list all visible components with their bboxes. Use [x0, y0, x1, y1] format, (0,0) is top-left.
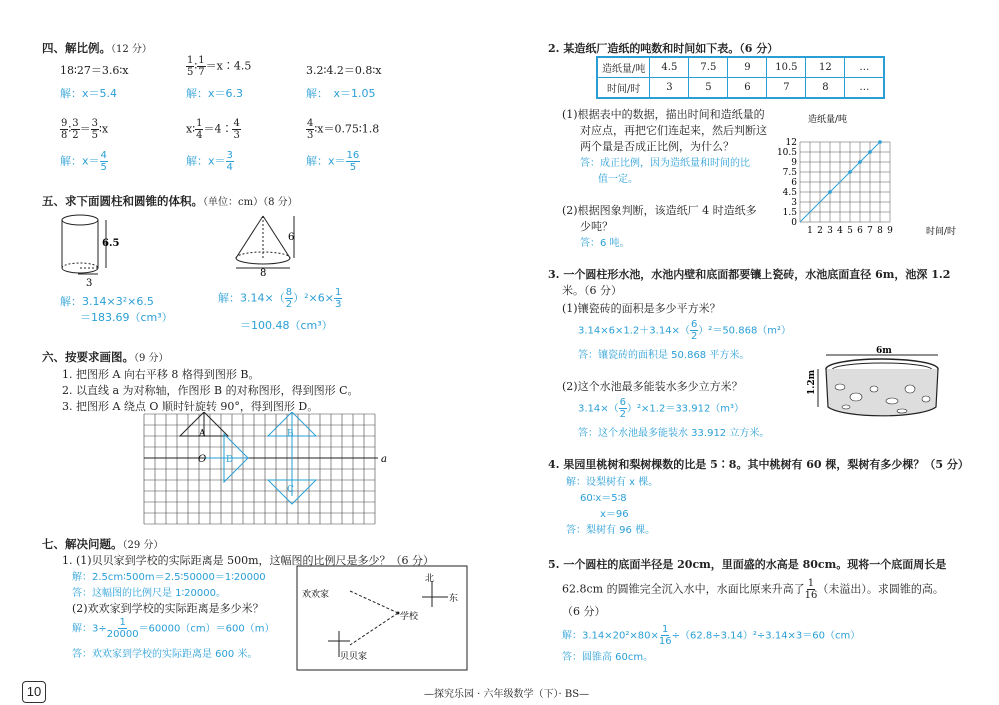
- s4-a4: 解：x＝ $\frac{4}{5}$: [60, 150, 107, 173]
- table-cell: …: [845, 78, 885, 99]
- y-tick-label: 9: [791, 158, 797, 168]
- s7-a1b: 答：这幅图的比例尺是 1∶20000。: [72, 588, 226, 599]
- y-tick-label: 1.5: [782, 208, 797, 218]
- cyl-diameter-label: 3: [86, 278, 93, 289]
- s6-item-1: 1. 把图形 A 向右平移 8 格得到图形 B。: [62, 368, 260, 381]
- table-cell: 时间/时: [597, 78, 650, 99]
- data-table: [596, 56, 885, 99]
- s4-a2: 解：x＝6.3: [186, 87, 244, 100]
- table-cell: 5: [689, 78, 728, 99]
- chart-y-label: 造纸量/吨: [808, 115, 848, 125]
- s6-item-3: 3. 把图形 A 绕点 O 顺时针旋转 90°，得到图形 D。: [62, 400, 319, 413]
- pool-figure: [798, 345, 948, 425]
- r4-a4: 答：梨树有 96 棵。: [566, 525, 656, 536]
- r2-a1-line2: 值一定。: [598, 174, 638, 185]
- shape-a-label: A: [199, 429, 206, 439]
- r3-a2: 3.14×（ $\frac{6}{2}$ ）²×1.2＝33.912（m³）: [578, 397, 745, 420]
- y-tick-label: 6: [791, 178, 797, 188]
- s7-a2: 解：3÷ $\frac{1}{20000}$ ＝60000（cm）＝600（m）: [72, 617, 275, 640]
- s4-q2: $\frac{1}{5}$ ∶ $\frac{1}{7}$ ＝x∶4.5: [187, 55, 252, 78]
- table-cell: 12: [806, 57, 845, 78]
- r3-q-line2: 米。（6 分）: [562, 284, 622, 297]
- s4-q6: $\frac{4}{3}$ ∶x＝0.75∶1.8: [307, 118, 380, 141]
- x-tick-label: 5: [847, 226, 853, 236]
- r2-p2-line1: (2)根据图象判断，该造纸厂 4 时造纸多: [562, 204, 757, 217]
- s6-title: 六、按要求画图。（9 分）: [42, 350, 169, 364]
- map-home2: 贝贝家: [340, 652, 368, 662]
- table-cell: 7: [767, 78, 806, 99]
- table-cell: 6: [728, 78, 767, 99]
- table-row: [597, 57, 884, 78]
- r5-q-line1: 5. 一个圆柱的底面半径是 20cm，里面盛的水高是 80cm。现将一个底面周长是: [548, 558, 947, 571]
- table-cell: 9: [728, 57, 767, 78]
- r2-p2-line2: 少吨？: [580, 220, 613, 233]
- table-row: [597, 78, 884, 99]
- x-tick-label: 4: [837, 226, 843, 236]
- pool-depth-label: 1.2m: [807, 369, 817, 395]
- table-cell: 3: [650, 78, 689, 99]
- x-tick-label: 7: [867, 226, 873, 236]
- x-tick-label: 3: [827, 226, 833, 236]
- r4-a1: 解：设梨树有 x 棵。: [566, 477, 659, 488]
- s4-q1: 18∶27＝3.6∶x: [60, 64, 129, 77]
- s4-a3: 解： x＝1.05: [306, 87, 376, 100]
- line-a-label: a: [381, 454, 387, 465]
- map-home1: 欢欢家: [302, 590, 330, 600]
- map-east: 东: [449, 594, 459, 604]
- s4-a1: 解：x＝5.4: [60, 87, 118, 100]
- shape-d-label: D: [226, 455, 234, 465]
- table-cell: …: [845, 57, 885, 78]
- r4-question: 4. 果园里桃树和梨树棵数的比是 5∶8。其中桃树有 60 棵，梨树有多少棵？（5 分）: [548, 458, 969, 471]
- map-school: 学校: [400, 612, 419, 622]
- s7-q1: 1. (1)贝贝家到学校的实际距离是 500m，这幅图的比例尺是多少？（6 分）: [62, 554, 434, 567]
- s5-a2b: ＝100.48（cm³）: [240, 319, 333, 332]
- s4-q3: 3.2∶4.2＝0.8∶x: [306, 64, 382, 77]
- table-cell: 造纸量/吨: [597, 57, 650, 78]
- data-point: [868, 150, 872, 154]
- r3-p2: (2)这个水池最多能装水多少立方米？: [562, 380, 743, 393]
- r5-a: 解：3.14×20²×80× $\frac{1}{16}$ ÷（62.8÷3.14）²÷3.14×3＝60（cm）: [562, 624, 861, 647]
- line-chart: [776, 110, 976, 240]
- s5-a2: 解：3.14×（ $\frac{8}{2}$ ）²×6× $\frac{1}{3}$: [218, 287, 342, 310]
- r3-a1: 3.14×6×1.2＋3.14×（ $\frac{6}{2}$ ）²＝50.868（m²）: [578, 319, 792, 342]
- r2-p1-line2: 对应点，再把它们连起来，然后判断这: [580, 124, 767, 137]
- x-tick-label: 1: [807, 226, 813, 236]
- r3-a1b: 答：镶瓷砖的面积是 50.868 平方米。: [578, 350, 750, 361]
- table-cell: 4.5: [650, 57, 689, 78]
- r2-a2: 答：6 吨。: [580, 238, 630, 249]
- s5-a1b: ＝183.69（cm³）: [80, 311, 173, 324]
- y-tick-label: 7.5: [782, 168, 797, 178]
- y-tick-label: 3: [791, 198, 797, 208]
- cone-figure: [228, 210, 308, 282]
- footer-book-title: —探究乐园 · 六年级数学（下）· BS—: [424, 689, 590, 700]
- x-tick-label: 8: [877, 226, 883, 236]
- table-cell: 7.5: [689, 57, 728, 78]
- s4-a6: 解：x＝ $\frac{16}{5}$: [306, 150, 360, 173]
- s4-q4: $\frac{9}{8}$ ∶ $\frac{3}{2}$ ＝ $\frac{3}{5}$ ∶x: [61, 118, 109, 141]
- cyl-height-label: 6.5: [102, 238, 120, 249]
- y-tick-label: 0: [791, 218, 797, 228]
- drawing-grid: [140, 412, 390, 532]
- y-tick-label: 10.5: [776, 148, 797, 158]
- s5-a1: 解：3.14×3²×6.5: [60, 295, 154, 308]
- r2-question: 2. 某造纸厂造纸的吨数和时间如下表。（6 分）: [548, 42, 779, 55]
- data-point: [858, 160, 862, 164]
- r5-ab: 答：圆锥高 60cm。: [562, 652, 654, 663]
- y-tick-label: 12: [785, 138, 797, 148]
- x-tick-label: 9: [887, 226, 893, 236]
- map-figure: [296, 565, 468, 671]
- s7-title: 七、解决问题。（29 分）: [42, 537, 164, 551]
- r5-q-line3: （6 分）: [562, 605, 606, 618]
- page-number: 10: [22, 681, 46, 703]
- r2-p1-line1: (1)根据表中的数据，描出时间和造纸量的: [562, 108, 765, 121]
- r5-q-line2: 62.8cm 的圆锥完全沉入水中，水面比原来升高了 $\frac{1}{16}$ （未溢出）。求圆锥的高。: [562, 578, 944, 601]
- s7-a1: 解：2.5cm∶500m＝2.5∶50000＝1∶20000: [72, 572, 266, 583]
- table-cell: 8: [806, 78, 845, 99]
- cone-height-label: 6: [288, 232, 295, 243]
- point-o-label: O: [198, 454, 207, 465]
- s4-title: 四、解比例。（12 分）: [42, 41, 152, 55]
- cylinder-figure: [50, 210, 130, 290]
- y-tick-label: 4.5: [782, 188, 797, 198]
- r4-a3: x＝96: [600, 509, 629, 520]
- r2-a1-line1: 答：成正比例，因为造纸量和时间的比: [580, 158, 750, 169]
- s4-q5: x∶ $\frac{1}{4}$ ＝4∶ $\frac{4}{3}$: [186, 118, 240, 141]
- x-tick-label: 2: [817, 226, 823, 236]
- chart-x-label: 时间/时: [926, 227, 957, 237]
- s6-item-2: 2. 以直线 a 为对称轴，作图形 B 的对称图形，得到图形 C。: [62, 384, 359, 397]
- s5-title: 五、求下面圆柱和圆锥的体积。（单位：cm）（8 分）: [42, 194, 298, 208]
- s7-q2: (2)欢欢家到学校的实际距离是多少米？: [72, 602, 264, 615]
- pool-diameter-label: 6m: [876, 346, 892, 356]
- map-north: 北: [425, 574, 435, 584]
- x-tick-label: 6: [857, 226, 863, 236]
- shape-c-label: C: [287, 485, 294, 495]
- data-point: [828, 190, 832, 194]
- s7-a2b: 答：欢欢家到学校的实际距离是 600 米。: [72, 649, 258, 660]
- data-point: [848, 170, 852, 174]
- shape-b-label: B: [287, 429, 294, 439]
- data-point: [878, 140, 882, 144]
- r3-q-line1: 3. 一个圆柱形水池，水池内壁和底面都要镶上瓷砖，水池底面直径 6m，池深 1.2: [548, 268, 951, 281]
- r3-p1: (1)镶瓷砖的面积是多少平方米？: [562, 302, 721, 315]
- r2-p1-line3: 两个量是否成正比例，为什么？: [580, 140, 734, 153]
- table-cell: 10.5: [767, 57, 806, 78]
- s4-a5: 解：x＝ $\frac{3}{4}$: [186, 150, 233, 173]
- cone-diameter-label: 8: [260, 268, 267, 279]
- r3-a2b: 答：这个水池最多能装水 33.912 立方米。: [578, 428, 770, 439]
- r4-a2: 60∶x＝5∶8: [580, 493, 627, 504]
